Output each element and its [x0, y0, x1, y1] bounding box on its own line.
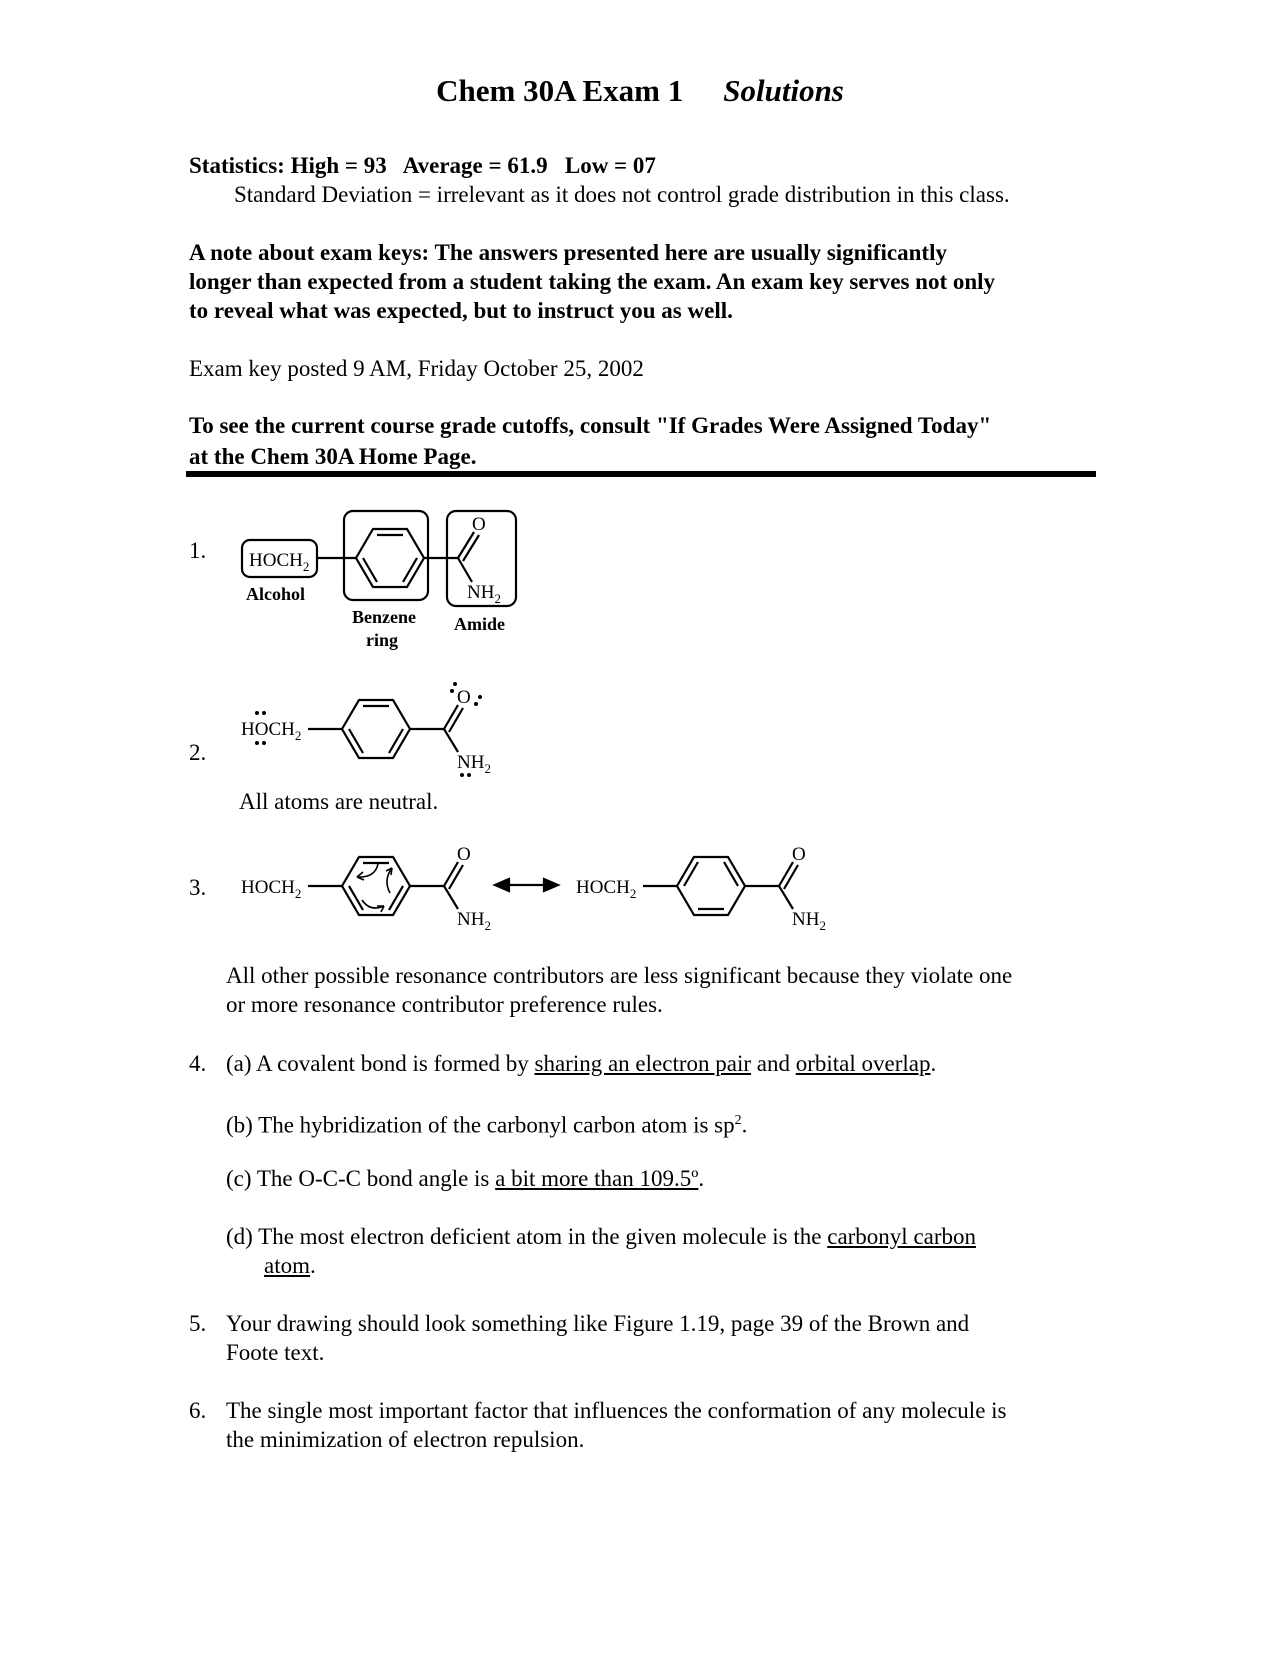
q4a-text: .	[930, 1051, 937, 1076]
q4d-text: .	[310, 1253, 316, 1278]
q1-structure	[242, 511, 516, 650]
svg-text:HOCH2: $HOCH_2$	[249, 550, 310, 574]
q4c-text: (c) The O-C-C bond angle is	[226, 1166, 496, 1191]
resonance-arrow	[495, 879, 558, 891]
svg-text:O: O	[472, 514, 486, 535]
q4b	[226, 1106, 747, 1140]
std-dev: Standard Deviation = irrelevant as it does not control grade distribution in this class.	[234, 182, 1010, 207]
q4b-text: .	[741, 1112, 748, 1138]
q2-answer: All atoms are neutral.	[239, 789, 439, 814]
label-benzene: Benzene	[352, 607, 416, 627]
q3-structure-right	[576, 844, 826, 933]
label-amide: Amide	[454, 614, 505, 634]
q4-number: 4.	[189, 1051, 207, 1076]
q4b-text: (b) The hybridization of the carbonyl carbon atom is sp	[226, 1112, 735, 1138]
q2-number: 2.	[189, 740, 207, 765]
note-line: A note about exam keys: The answers presented here are usually significantly	[189, 240, 947, 265]
q4c	[226, 1164, 704, 1193]
note-line: to reveal what was expected, but to instruct you as well.	[189, 298, 733, 323]
q4a-text: and	[751, 1051, 796, 1076]
q1-number: 1.	[189, 538, 207, 563]
q3-answer: or more resonance contributor preference rules.	[226, 992, 663, 1017]
svg-text:HOCH2: $HOCH_2$	[576, 877, 637, 901]
cutoffs-line: To see the current course grade cutoffs, consult "If Grades Were Assigned Today"	[189, 413, 992, 438]
note-line: longer than expected from a student taking the exam. An exam key serves not only	[189, 269, 996, 294]
svg-text:O: O	[457, 687, 471, 708]
q3-structure-left	[241, 844, 491, 933]
q3-number: 3.	[189, 875, 207, 900]
q4c-text: .	[698, 1166, 705, 1191]
svg-text:NH2: $NH_2$	[457, 909, 491, 933]
svg-text:NH2: $NH_2$	[792, 909, 826, 933]
svg-text:HOCH2: $HOCH_2$	[241, 877, 302, 901]
q4a-answer1: sharing an electron pair	[534, 1051, 752, 1076]
q4d-answer: carbonyl carbon	[827, 1224, 977, 1249]
q4d-cont	[264, 1251, 316, 1280]
title-solutions: Solutions	[723, 73, 844, 108]
q6-number: 6.	[189, 1398, 207, 1423]
statistics: Statistics: High = 93 Average = 61.9 Low = 07	[189, 153, 656, 178]
label-alcohol: Alcohol	[246, 584, 306, 604]
q4a	[226, 1049, 936, 1078]
q5-number: 5.	[189, 1311, 207, 1336]
posted-date: Exam key posted 9 AM, Friday October 25, 2002	[189, 356, 644, 381]
label-ring: ring	[366, 630, 399, 650]
title-main: Chem 30A Exam 1	[436, 73, 684, 108]
svg-text:NH2: $NH_2$	[467, 582, 501, 606]
q4b-sup: 2	[734, 1113, 742, 1128]
q6-answer: The single most important factor that influences the conformation of any molecule is	[226, 1398, 1007, 1423]
svg-text:O: O	[457, 844, 471, 865]
q4d-answer: atom	[264, 1253, 310, 1278]
q3-answer: All other possible resonance contributors are less significant because they violate one	[226, 963, 1013, 988]
q5-answer: Your drawing should look something like Figure 1.19, page 39 of the Brown and	[226, 1311, 970, 1336]
cutoffs-line: at the Chem 30A Home Page.	[189, 444, 477, 469]
q4d	[226, 1222, 976, 1251]
q6-answer: the minimization of electron repulsion.	[226, 1427, 585, 1452]
svg-text:NH2: $NH_2$	[457, 752, 491, 776]
q4c-answer: a bit more than 109.5º	[495, 1166, 699, 1191]
q5-answer: Foote text.	[226, 1340, 325, 1365]
q4d-text: (d) The most electron deficient atom in the given molecule is the	[226, 1224, 828, 1249]
svg-text:O: O	[792, 844, 806, 865]
q2-structure	[241, 682, 491, 777]
q4a-text: (a) A covalent bond is formed by	[226, 1051, 535, 1076]
svg-text:HOCH2: $HOCH_2$	[241, 719, 302, 743]
q4a-answer2: orbital overlap	[795, 1051, 931, 1076]
